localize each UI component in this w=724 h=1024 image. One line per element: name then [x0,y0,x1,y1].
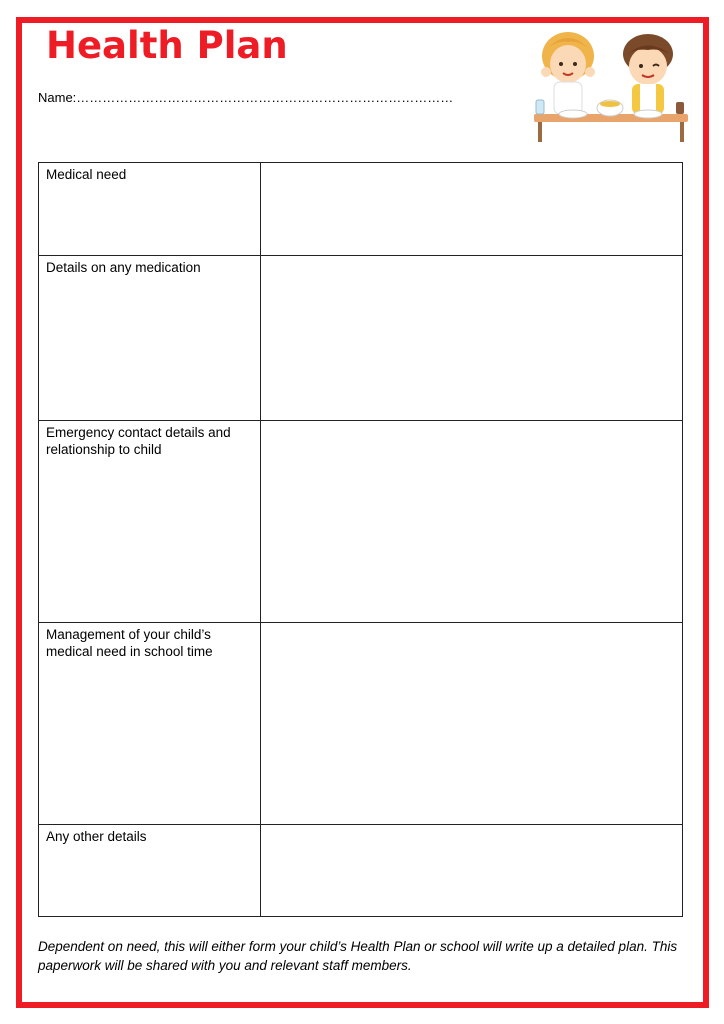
table-row [39,421,683,623]
health-plan-table [38,162,683,917]
row-input-cell[interactable] [261,163,683,256]
table-row [39,825,683,917]
row-label: Any other details [39,825,261,917]
table-row [39,163,683,256]
row-label: Management of your child’s medical need in school time [39,623,261,825]
footer-note: Dependent on need, this will either form your child’s Health Plan or school will write up a detailed plan. This paperwork will be shared with you and relevant staff members. [38,939,678,973]
row-label: Details on any medication [39,256,261,421]
row-input-cell[interactable] [261,623,683,825]
row-input-cell[interactable] [261,421,683,623]
children-eating-illustration [528,26,694,144]
row-label: Emergency contact details and relationship to child [39,421,261,623]
name-field-label[interactable]: Name:…………………………………………………………………………… [38,90,454,105]
table-row [39,623,683,825]
page-title: Health Plan [46,24,288,67]
table-row [39,256,683,421]
row-input-cell[interactable] [261,256,683,421]
row-label: Medical need [39,163,261,256]
row-input-cell[interactable] [261,825,683,917]
